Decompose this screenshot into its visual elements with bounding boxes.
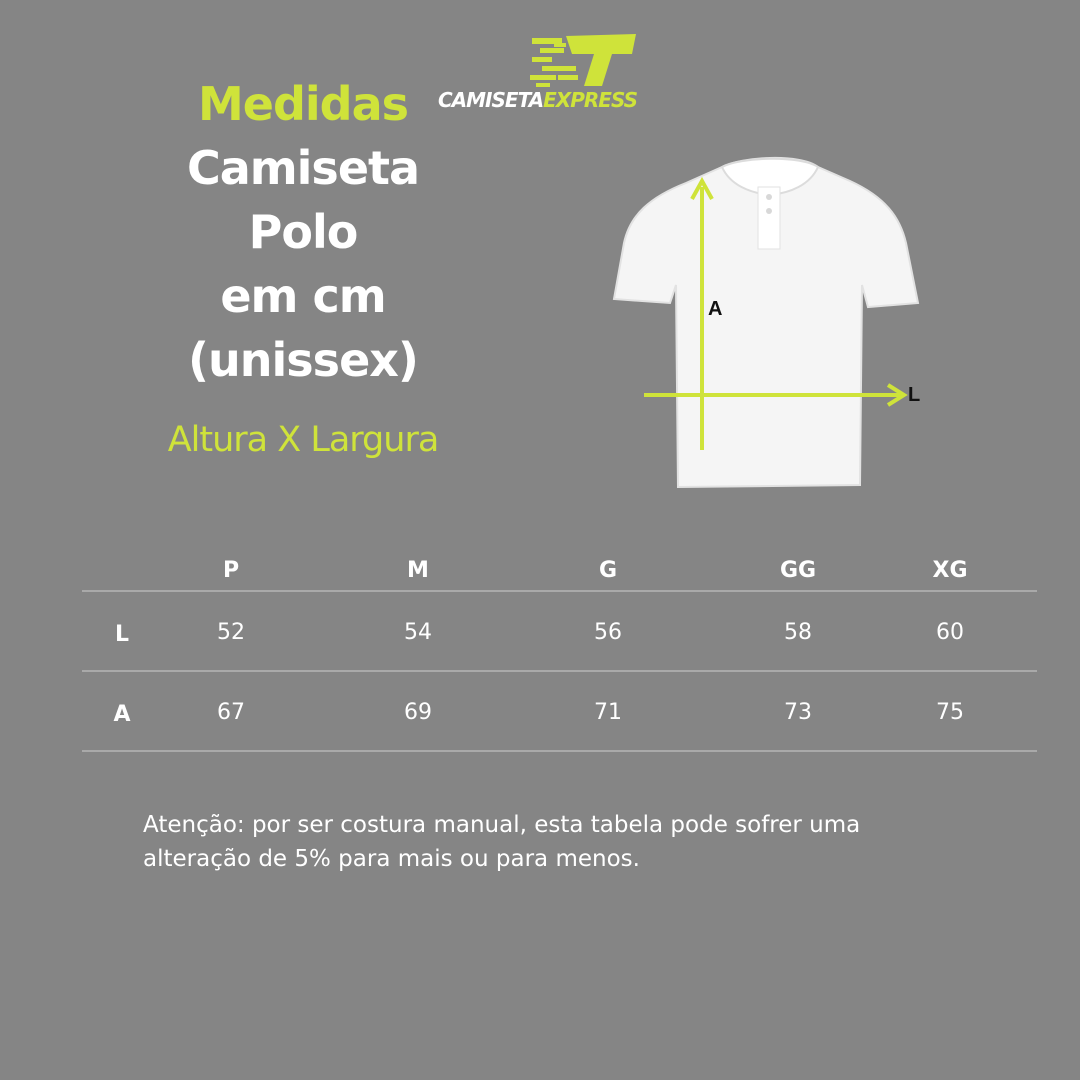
title-block (140, 72, 466, 392)
table-header-row (82, 530, 1037, 592)
table-cell: 73 (784, 700, 812, 725)
size-header: M (407, 558, 429, 583)
disclaimer-note: Atenção: por ser costura manual, esta tabela pode sofrer uma alteração de 5% para mais ou para menos. (143, 812, 861, 872)
logo-text (438, 88, 644, 112)
table-cell: 58 (784, 620, 812, 645)
size-table (82, 530, 1037, 752)
title-line: (unissex) (188, 333, 418, 387)
size-header: P (222, 558, 240, 583)
height-label: A (708, 298, 723, 320)
size-header: XG (932, 558, 968, 583)
table-cell: 67 (217, 700, 245, 725)
table-row (82, 592, 1037, 672)
logo-part-1: CAMISETA (438, 88, 544, 112)
table-cell: 69 (404, 700, 432, 725)
table-cell: 60 (936, 620, 964, 645)
row-label: L (114, 622, 130, 647)
size-header: G (598, 558, 618, 583)
title-line: em cm (220, 269, 386, 323)
table-cell: 56 (594, 620, 622, 645)
brand-logo (436, 28, 646, 120)
subtitle: Altura X Largura (167, 420, 439, 460)
table-cell: 71 (594, 700, 622, 725)
size-header: GG (779, 558, 817, 583)
title-line: Camiseta (186, 141, 420, 195)
width-label: L (908, 384, 921, 406)
title-accent: Medidas (197, 77, 409, 131)
table-cell: 54 (404, 620, 432, 645)
row-label: A (113, 702, 131, 727)
polo-shirt-diagram (600, 145, 940, 495)
table-cell: 52 (217, 620, 245, 645)
table-cell: 75 (936, 700, 964, 725)
logo-part-2: EXPRESS (543, 88, 638, 112)
title-line: Polo (248, 205, 358, 259)
polo-shirt-icon (600, 145, 940, 495)
table-row (82, 672, 1037, 752)
